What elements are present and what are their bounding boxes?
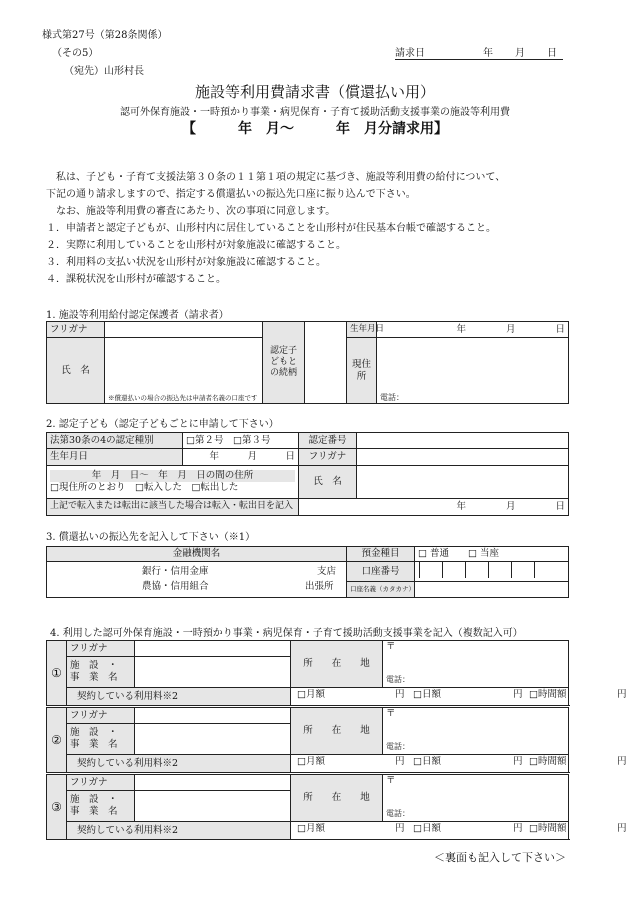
location-field[interactable]	[383, 708, 569, 755]
child-dob-field[interactable]: 年 月 日	[183, 449, 299, 465]
facility-furigana-field[interactable]	[135, 641, 291, 657]
period-address-label: 年 月 日～ 年 月 日の間の住所	[50, 470, 295, 481]
location-field[interactable]	[383, 775, 569, 822]
request-day: 日	[547, 48, 557, 59]
consent-3: ３．利用料の支払い状況を山形村が対象施設に確認すること。	[46, 257, 326, 268]
section2-heading: 2. 認定子ども（認定子どもごとに申請して下さい）	[46, 419, 279, 430]
bank-label: 銀行・信用金庫	[142, 565, 209, 577]
guardian-furigana-field[interactable]	[105, 322, 263, 338]
facility-number: ②	[47, 708, 67, 773]
facility-block-3	[46, 774, 627, 840]
child-name-label: 氏 名	[299, 465, 357, 498]
intro-3: なお、施設等利用費の審査にあたり、次の事項に同意します。	[46, 206, 336, 217]
cert-number-field[interactable]	[357, 433, 569, 449]
section3-heading: 3. 償還払いの振込先を記入して下さい（※1）	[46, 532, 256, 543]
guardian-dob-label: 生年月日	[347, 322, 377, 338]
intro-2: 下記の通り請求しますので、指定する償還払いの振込先口座に振り込んで下さい。	[46, 189, 416, 200]
facility-furigana-label: フリガナ	[67, 641, 135, 657]
child-table	[46, 432, 569, 516]
contract-fee-label: 契約している利用料※2	[67, 755, 291, 773]
facility-tel-label: 電話：	[386, 742, 410, 752]
request-month: 月	[515, 48, 525, 59]
guardian-table	[46, 321, 569, 404]
office-label: 出張所	[305, 580, 334, 592]
child-furigana-field[interactable]	[357, 449, 569, 465]
moving-date-field[interactable]: 年 月 日	[299, 498, 569, 516]
account-type-options[interactable]: □ 普通 □ 当座	[415, 547, 569, 562]
request-date-label: 請求日	[395, 48, 425, 59]
guardian-relation-field[interactable]	[305, 322, 347, 404]
facility-furigana-field[interactable]	[135, 775, 291, 791]
request-period: 【 年 月～ 年 月分請求用】	[182, 121, 448, 137]
location-label: 所 在 地	[291, 708, 383, 755]
section1-heading: 1. 施設等利用給付認定保護者（請求者）	[46, 310, 229, 321]
institution-field[interactable]	[47, 562, 347, 598]
guardian-name-field[interactable]: ※償還払いの場合の振込先は申請者名義の口座です	[105, 338, 263, 404]
facility-name-field[interactable]	[135, 656, 291, 687]
postal-mark: 〒	[386, 641, 396, 652]
facility-furigana-label: フリガナ	[67, 708, 135, 724]
branch-label: 支店	[317, 565, 337, 577]
institution-label: 金融機関名	[47, 547, 347, 562]
address-options[interactable]: □現住所のとおり □転入した □転出した	[50, 481, 239, 493]
account-type-label: 預金種目	[347, 547, 415, 562]
holder-label: 口座名義（カタカナ）	[347, 582, 415, 598]
agri-label: 農協・信用組合	[142, 580, 209, 592]
facility-name-label: 施 設 ・ 事 業 名	[67, 723, 135, 754]
consent-2: ２．実際に利用していることを山形村が対象施設に確認すること。	[46, 240, 346, 251]
contract-fee-options[interactable]: □月額 円 □日額 円 □時間額 円	[291, 822, 569, 840]
contract-fee-options[interactable]: □月額 円 □日額 円 □時間額 円	[291, 755, 569, 773]
intro-1: 私は、子ども・子育て支援法第３０条の１１第１項の規定に基づき、施設等利用費の給付について、	[46, 172, 506, 183]
form-title: 施設等利用費請求書（償還払い用）	[194, 83, 435, 101]
child-name-field[interactable]	[357, 465, 569, 498]
guardian-address-field[interactable]: 電話：	[377, 338, 569, 404]
facility-block-2	[46, 707, 627, 773]
cert-type-options[interactable]: □第２号 □第３号	[183, 433, 299, 449]
guardian-relation-label: 認定子どもとの続柄	[263, 322, 305, 404]
moving-label: 上記で転入または転出に該当した場合は転入・転出日を記入	[47, 498, 299, 516]
child-furigana-label: フリガナ	[299, 449, 357, 465]
facility-name-label: 施 設 ・ 事 業 名	[67, 790, 135, 821]
addressee: （宛先）山形村長	[64, 66, 144, 77]
facility-name-field[interactable]	[135, 790, 291, 821]
consent-1: １．申請者と認定子どもが、山形村内に居住していることを山形村が住民基本台帳で確認すること。	[46, 223, 496, 234]
location-field[interactable]	[383, 641, 569, 688]
cert-type-label: 法第30条の4の認定種別	[47, 433, 183, 449]
contract-fee-label: 契約している利用料※2	[67, 688, 291, 706]
footer-note: ＜裏面も記入して下さい＞	[434, 851, 566, 864]
location-label: 所 在 地	[291, 641, 383, 688]
facility-name-field[interactable]	[135, 723, 291, 754]
facility-number: ③	[47, 775, 67, 840]
facility-number: ①	[47, 641, 67, 706]
period-address[interactable]	[47, 465, 299, 498]
contract-fee-options[interactable]: □月額 円 □日額 円 □時間額 円	[291, 688, 569, 706]
request-date	[395, 44, 563, 60]
child-dob-label: 生年月日	[47, 449, 183, 465]
guardian-furigana-label: フリガナ	[47, 322, 105, 338]
cert-number-label: 認定番号	[299, 433, 357, 449]
consent-4: ４．課税状況を山形村が確認すること。	[46, 274, 226, 285]
holder-field[interactable]	[415, 582, 569, 598]
form-id: 様式第27号（第28条関係）	[42, 30, 168, 41]
account-number-field[interactable]	[415, 562, 569, 582]
contract-fee-label: 契約している利用料※2	[67, 822, 291, 840]
guardian-name-label: 氏 名	[47, 338, 105, 404]
guardian-address-label: 現住所	[347, 338, 377, 404]
form-part: （その5）	[52, 48, 99, 59]
request-year: 年	[483, 48, 493, 59]
account-number-label: 口座番号	[347, 562, 415, 582]
facility-name-label: 施 設 ・ 事 業 名	[67, 656, 135, 687]
facility-block-1	[46, 640, 627, 706]
form-subtitle: 認可外保育施設・一時預かり事業・病児保育・子育て援助活動支援事業の施設等利用費	[120, 107, 510, 118]
guardian-dob-field[interactable]: 年 月 日	[377, 322, 569, 338]
facility-tel-label: 電話：	[386, 809, 410, 819]
bank-table	[46, 546, 569, 598]
postal-mark: 〒	[386, 708, 396, 719]
facility-furigana-field[interactable]	[135, 708, 291, 724]
facility-tel-label: 電話：	[386, 675, 410, 685]
location-label: 所 在 地	[291, 775, 383, 822]
postal-mark: 〒	[386, 775, 396, 786]
facility-furigana-label: フリガナ	[67, 775, 135, 791]
section4-heading: 4. 利用した認可外保育施設・一時預かり事業・病児保育・子育て援助活動支援事業を記入（複数記入可）	[50, 628, 523, 639]
